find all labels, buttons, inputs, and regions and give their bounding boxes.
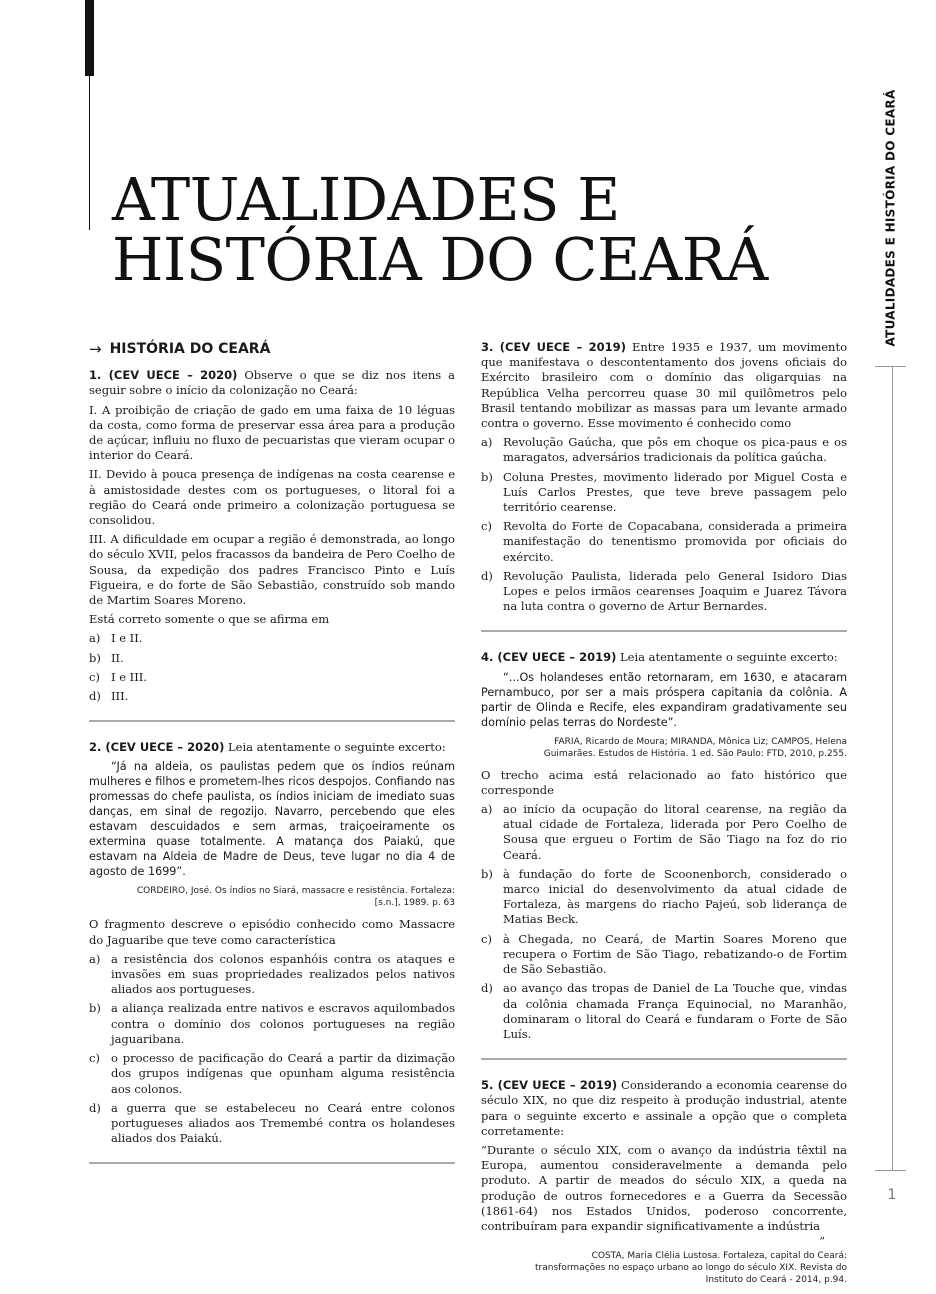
question-1-item-3: III. A dificuldade em ocupar a região é demonstrada, ao longo do século XVII, pelos fracassos da bandeira de Pero Coelho de Sousa, da expedição dos padres Francisco Pinto e Luís Figueira, e do forte de São Sebastião, construído sob mando de Martim Soares Moreno.: [89, 532, 455, 608]
question-1-item-1: I. A proibição de criação de gado em uma faixa de 10 léguas da costa, como forma de preservar essa área para a produção de açúcar, influiu no fluxo de pecuaristas que vieram ocupar o interior do Ceará.: [89, 402, 455, 463]
option-item[interactable]: [481, 569, 847, 615]
option-letter: b): [481, 469, 493, 484]
option-letter: a): [89, 631, 101, 646]
option-item[interactable]: [481, 519, 847, 565]
question-1-head: 1. (CEV UECE – 2020): [89, 368, 238, 383]
option-letter: d): [481, 981, 493, 996]
option-text: Revolução Paulista, liderada pelo General Isidoro Dias Lopes e pelos irmãos cearenses Joaquim e Juarez Távora na luta contra o governo de Artur Bernardes.: [503, 568, 847, 614]
arrow-right-icon: →: [89, 340, 102, 358]
question-5-prompt: [481, 1078, 847, 1139]
question-2-prompt-text: Leia atentamente o seguinte excerto:: [224, 740, 446, 755]
title-rule: [89, 76, 90, 230]
option-item[interactable]: [89, 670, 455, 685]
section-heading: [89, 342, 455, 357]
question-divider: [481, 1058, 847, 1060]
option-text: a resistência dos colonos espanhóis contra os ataques e invasões em suas propriedades realizados pelos nativos aliados aos portugueses.: [111, 951, 455, 997]
question-4-head: 4. (CEV UECE – 2019): [481, 650, 617, 665]
question-2-quote: “Já na aldeia, os paulistas pedem que os índios reúnam mulheres e filhos e prometem-lhes ricos despojos. Confiando nas promessas do chefe paulista, os índios iniciam de imediato suas danças, em sinal de regozijo. Navarro, percebendo que eles estavam descuidados e sem armas, traiçoeiramente os extermina quase totalmente. A matança dos Paiakú, que estavam na Aldeia de Madre de Deus, teve lugar no dia 4 de agosto de 1699”.: [89, 760, 455, 879]
question-4-source: FARIA, Ricardo de Moura; MIRANDA, Mônica Liz; CAMPOS, Helena Guimarães. Estudos de História. 1 ed. São Paulo: FTD, 2010, p.255.: [543, 736, 847, 759]
option-letter: b): [89, 1001, 101, 1016]
question-5-prompt-text: Considerando a economia cearense do século XIX, no que diz respeito à produção industrial, atente para o seguinte excerto e assinale a opção que o completa corretamente:: [481, 1078, 847, 1138]
question-5-source: COSTA, Maria Clélia Lustosa. Fortaleza, capital do Ceará: transformações no espaço urbano ao longo do século XIX. Revista do Instituto do Ceará - 2014, p.94.: [535, 1251, 847, 1286]
option-text: a guerra que se estabeleceu no Ceará entre colonos portugueses aliados aos Tremembé contra os holandeses aliados dos Paiakú.: [111, 1100, 455, 1146]
page-title-line-2: HISTÓRIA DO CEARÁ: [112, 225, 768, 294]
right-column: [481, 340, 847, 1294]
side-rule-bottom-tick: [875, 1170, 906, 1171]
option-item[interactable]: [481, 932, 847, 978]
side-running-head-text: ATUALIDADES E HISTÓRIA DO CEARÁ: [884, 89, 898, 347]
question-5-close-quote: ”: [819, 1235, 825, 1249]
option-text: I e II.: [111, 631, 143, 646]
option-letter: c): [481, 931, 492, 946]
question-1-question: Está correto somente o que se afirma em: [89, 612, 330, 627]
option-letter: d): [89, 1100, 101, 1115]
question-1-options: [89, 631, 455, 704]
side-running-head: [876, 90, 906, 346]
option-text: III.: [111, 689, 129, 704]
option-text: à Chegada, no Ceará, de Martin Soares Moreno que recupera o Fortim de São Tiago, rebatizando-o de Fortim de São Sebastião.: [503, 931, 847, 977]
question-3: [481, 340, 847, 614]
option-item[interactable]: [89, 1101, 455, 1147]
option-text: o processo de pacificação do Ceará a partir da dizimação dos grupos indígenas que opunham alguma resistência aos colonos.: [111, 1051, 455, 1096]
option-item[interactable]: [481, 435, 847, 465]
option-text: Revolução Gaúcha, que pôs em choque os pica-paus e os maragatos, adversários tradicionais da política gaúcha.: [503, 435, 847, 465]
option-item[interactable]: [481, 867, 847, 928]
option-text: a aliança realizada entre nativos e escravos aquilombados contra o domínio dos colonos portugueses na região jaguaribana.: [111, 1001, 455, 1046]
option-item[interactable]: [89, 1001, 455, 1047]
option-letter: a): [89, 951, 101, 966]
option-text: à fundação do forte de Scoonenborch, considerado o marco inicial do desenvolvimento da atual cidade de Fortaleza, às margens do riacho Pajeú, sob liderança de Matias Beck.: [503, 866, 847, 927]
question-2-source: CORDEIRO, José. Os índios no Siará, massacre e resistência. Fortaleza: [s.n.], 1989. p. 63: [136, 886, 455, 909]
option-letter: b): [89, 650, 101, 665]
question-2: [89, 740, 455, 1146]
option-letter: d): [89, 689, 101, 704]
option-item[interactable]: [481, 981, 847, 1042]
side-rule-top-tick: [875, 366, 906, 367]
option-letter: d): [481, 568, 493, 583]
option-text: ao início da ocupação do litoral cearense, na região da atual cidade de Fortaleza, liderada por Pero Coelho de Sousa que ergueu o Fortim de São Tiago na foz do rio Ceará.: [503, 802, 847, 862]
question-1-prompt: [89, 368, 455, 398]
option-item[interactable]: [89, 1051, 455, 1097]
option-letter: b): [481, 866, 493, 881]
question-2-head: 2. (CEV UECE – 2020): [89, 740, 225, 755]
page-title-line-1: ATUALIDADES E: [112, 165, 620, 234]
option-text: Revolta do Forte de Copacabana, considerada a primeira manifestação do tenentismo promovida por oficiais do exército.: [503, 519, 847, 564]
option-text: Coluna Prestes, movimento liderado por Miguel Costa e Luís Carlos Prestes, que teve breve passagem pelo território cearense.: [503, 469, 847, 515]
option-letter: c): [89, 669, 100, 684]
question-5-excerpt: “Durante o século XIX, com o avanço da indústria têxtil na Europa, aumentou consideravelmente a demanda pelo produto. A partir de meados do século XIX, a queda na produção de outros fornecedores e a Guerra da Secessão (1861-64) nos Estados Unidos, poderoso concorrente, contribuíram para expandir significativamente a indústria: [481, 1142, 847, 1233]
question-4-question: O trecho acima está relacionado ao fato histórico que corresponde: [481, 767, 847, 797]
question-5-head: 5. (CEV UECE – 2019): [481, 1078, 618, 1093]
question-2-question: O fragmento descreve o episódio conhecido como Massacre do Jaguaribe que teve como característica: [89, 917, 455, 947]
section-title: HISTÓRIA DO CEARÁ: [109, 341, 271, 357]
question-4-prompt: [481, 650, 847, 665]
question-3-head: 3. (CEV UECE – 2019): [481, 340, 626, 354]
question-3-prompt: [481, 340, 847, 431]
option-item[interactable]: [89, 631, 455, 646]
option-item[interactable]: [481, 802, 847, 863]
option-item[interactable]: [481, 470, 847, 516]
option-letter: c): [89, 1051, 100, 1066]
question-4-options: [481, 802, 847, 1042]
option-text: II.: [111, 650, 124, 665]
option-letter: a): [481, 802, 493, 817]
question-2-options: [89, 952, 455, 1146]
question-divider: [89, 720, 455, 722]
question-1: [89, 368, 455, 704]
option-item[interactable]: [89, 952, 455, 998]
question-1-item-2: II. Devido à pouca presença de indígenas na costa cearense e à amistosidade destes com os portugueses, o litoral foi a região do Ceará onde primeiro a colonização portuguesa se consolidou.: [89, 467, 455, 528]
option-letter: a): [481, 435, 493, 450]
option-item[interactable]: [89, 689, 455, 704]
question-4-quote: “...Os holandeses então retornaram, em 1630, e atacaram Pernambuco, por ser a mais próspera capitania da colônia. A partir de Olinda e Recife, eles expandiram gradativamente seu domínio pelas terras do Nordeste”.: [481, 670, 847, 729]
page-title: [112, 165, 792, 294]
question-3-options: [481, 435, 847, 614]
option-letter: c): [481, 519, 492, 534]
side-rule: [892, 366, 893, 1170]
left-column: [89, 340, 455, 1182]
question-2-prompt: [89, 740, 455, 755]
question-divider: [481, 630, 847, 632]
option-item[interactable]: [89, 651, 455, 666]
top-black-bar: [85, 0, 94, 76]
question-5: [481, 1078, 847, 1286]
option-text: I e III.: [111, 669, 147, 684]
question-divider: [89, 1162, 455, 1164]
page-number: 1: [887, 1187, 897, 1203]
option-text: ao avanço das tropas de Daniel de La Touche que, vindas da colônia chamada França Equinocial, no Maranhão, dominaram o litoral do Ceará e fundaram o Forte de São Luís.: [503, 981, 847, 1041]
question-4-prompt-text: Leia atentamente o seguinte excerto:: [616, 650, 838, 665]
question-4: [481, 650, 847, 1042]
question-1-prompt-text: Observe o que se diz nos itens a seguir sobre o início da colonização no Ceará:: [89, 368, 455, 398]
question-3-prompt-text: Entre 1935 e 1937, um movimento que manifestava o descontentamento dos jovens oficiais do Exército brasileiro com o domínio das oligarquias na República Velha percorreu quase 30 mil quilômetros pelo Brasil tentando mobilizar as massas para um levante armado contra o governo. Esse movimento é conhecido como: [481, 340, 847, 431]
